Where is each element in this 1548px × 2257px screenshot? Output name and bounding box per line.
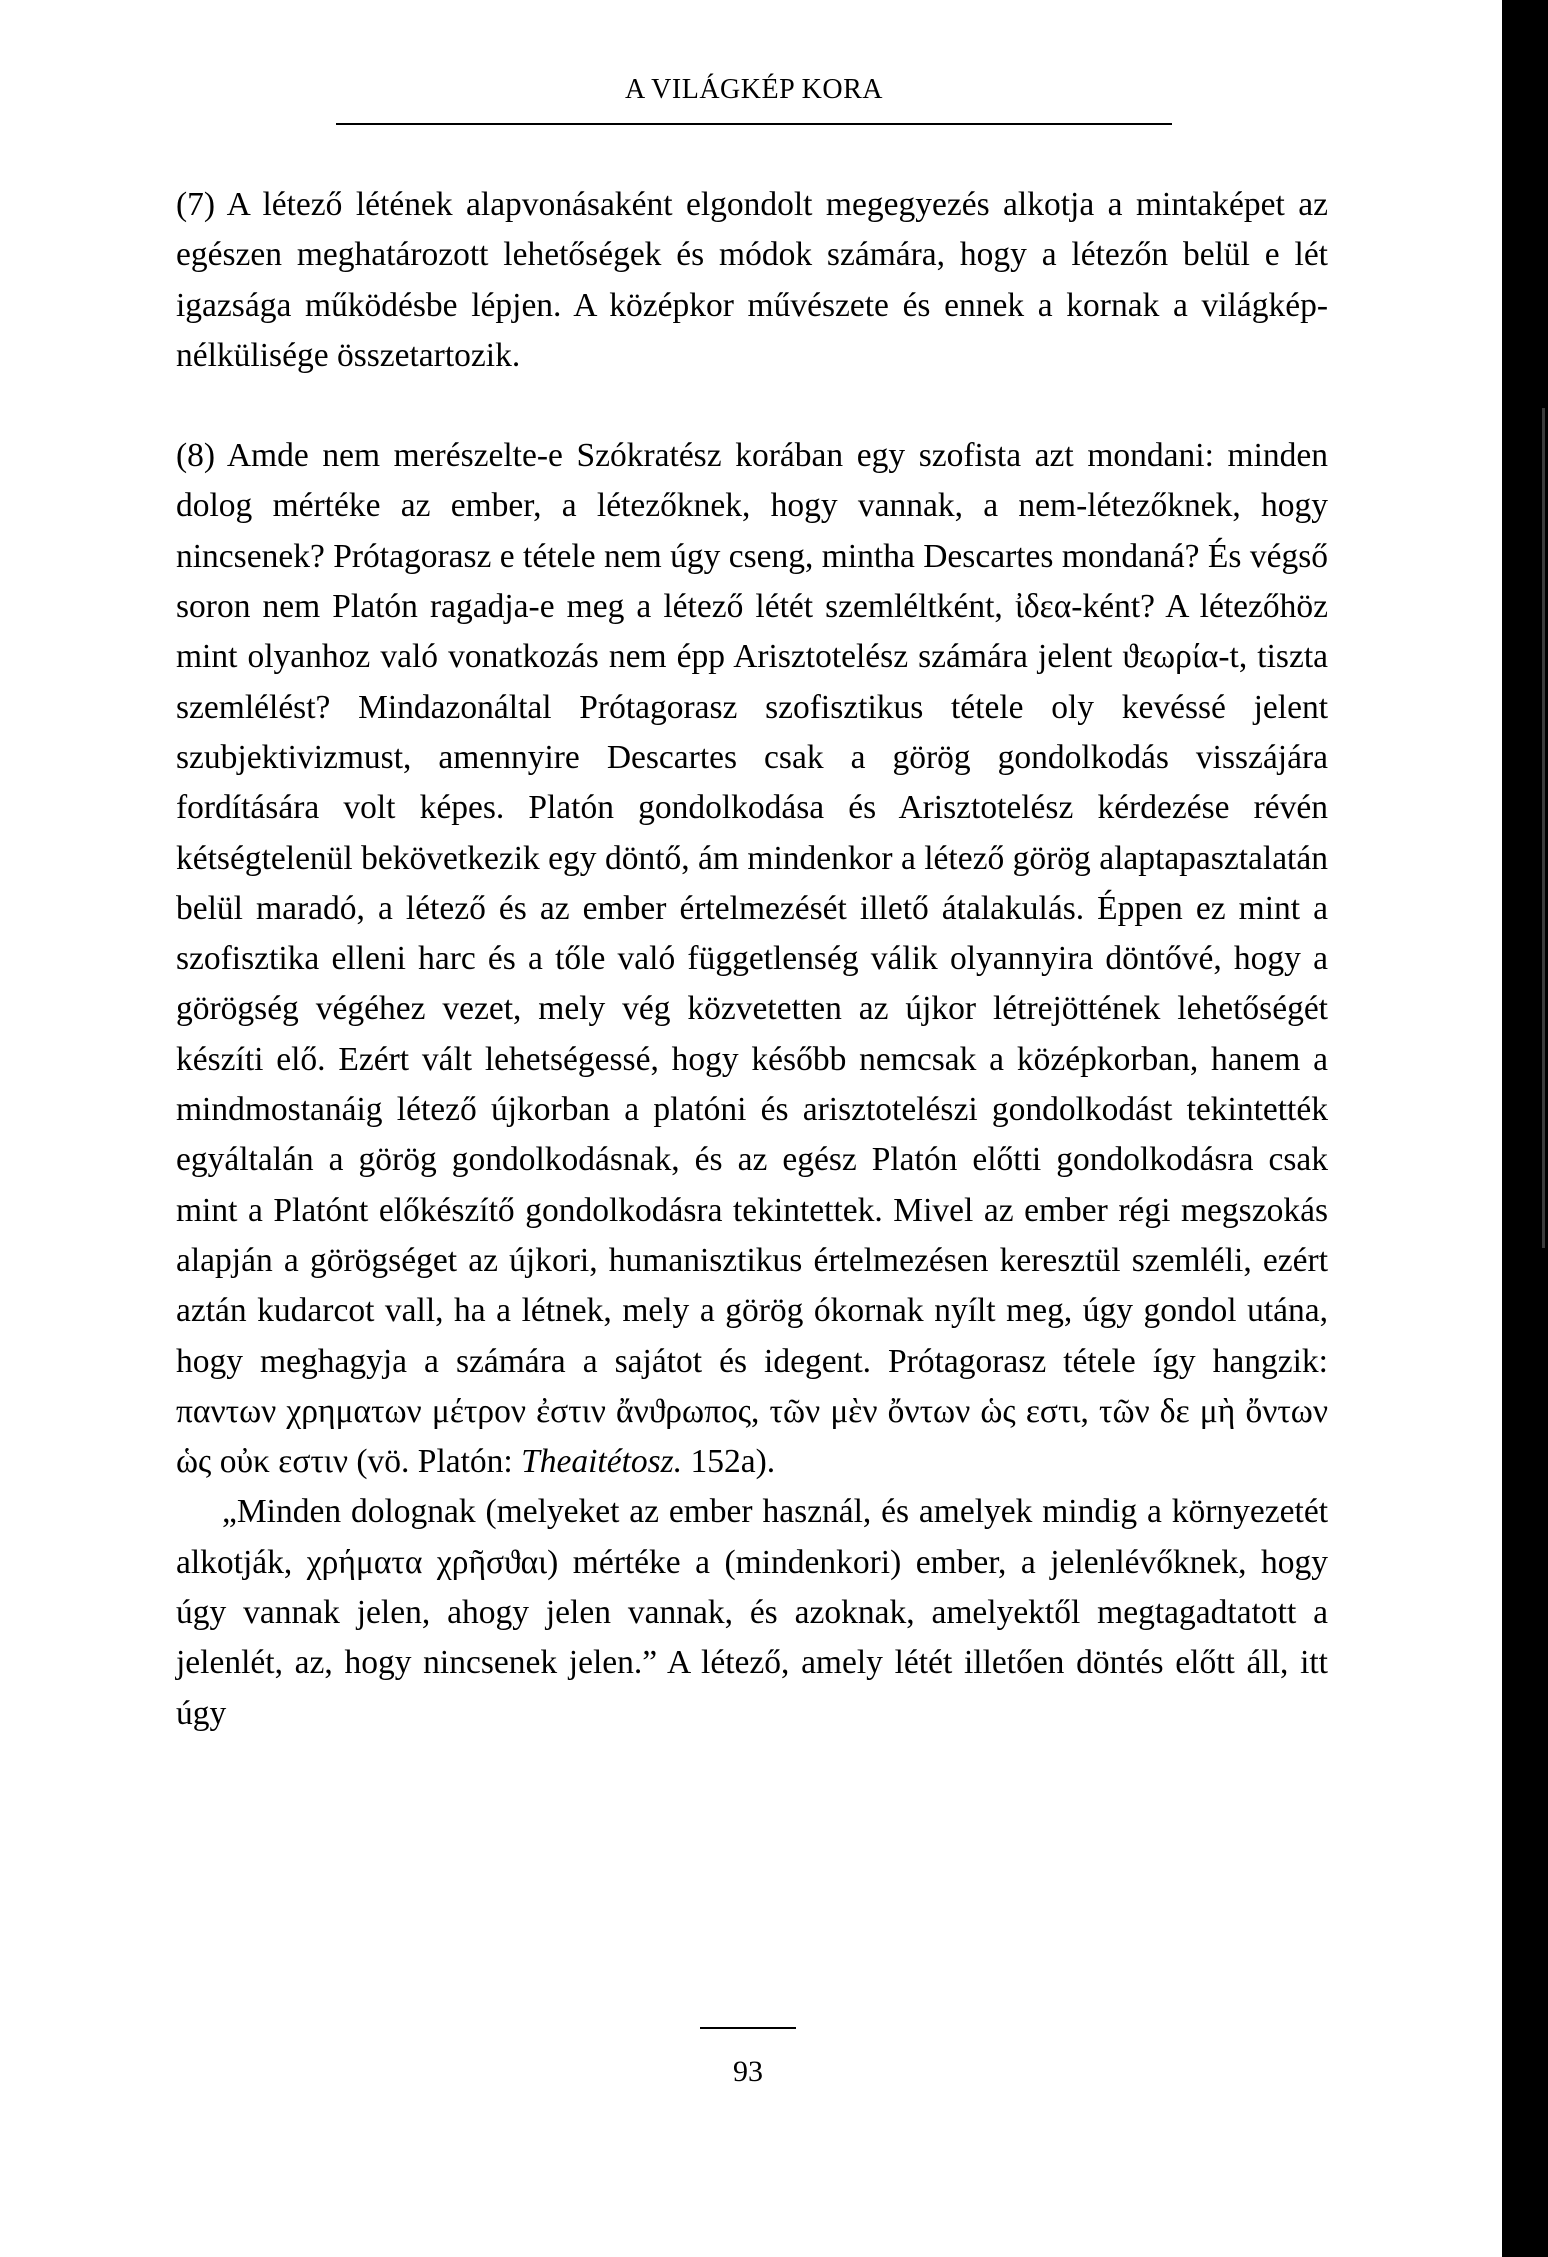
paragraph-8 [176,431,1328,1487]
body-text [176,180,1328,1739]
scan-edge-mark [1542,408,1545,1248]
page-number: 93 [733,2055,763,2088]
paragraph-7: (7) A létező létének alapvonásaként elgondolt megegyezés alkotja a mintaképet az egészen meghatározott lehetőségek és módok számára, hogy a létezőn belül e lét igazsága működésbe lépjen. A középkor művészete és ennek a kornak a világkép-nélkülisége összetartozik. [176,186,1328,374]
header-rule [336,123,1172,125]
citation-title: Theaitétosz. [521,1443,683,1481]
paragraph-8-text: (8) Amde nem merészelte-e Szókratész korában egy szofista azt mondani: minden dolog mértéke az ember, a létezőknek, hogy vannak, a nem-létezőknek, hogy nincsenek? Prótagorasz e tétele nem úgy cseng, mintha Descartes mondaná? És végső soron nem Platón ragadja-e meg a létező létét szemléltként, ἰδεα-ként? A létezőhöz mint olyanhoz való vonatkozás nem épp Arisztotelész számára jelent ϑεωρία-t, tiszta szemlélést? Mindazonáltal Prótagorasz szofisztikus tétele oly kevéssé jelent szubjektivizmust, amennyire Descartes csak a görög gondolkodás visszájára fordítására volt képes. Platón gondolkodása és Arisztotelész kérdezése révén kétségtelenül bekövetkezik egy döntő, ám mindenkor a létező görög alaptapasztalatán belül maradó, a létező és az ember értelmezését illető átalakulás. Éppen ez mint a szofisztika elleni harc és a tőle való függetlenség válik olyannyira döntővé, hogy a görögség végéhez vezet, mely vég közvetetten az újkor létrejöttének lehetőségét készíti elő. Ezért vált lehetségessé, hogy később nemcsak a középkorban, hanem a mindmostanáig létező újkorban a platóni és arisztotelészi gondolkodást tekintették egyáltalán a görög gondolkodásnak, és az egész Platón előtti gondolkodásra csak mint a Platónt előkészítő gondolkodásra tekintettek. Mivel az ember régi megszokás alapján a görögséget az újkori, humanisztikus értelmezésen keresztül szemléli, ezért aztán kudarcot vall, ha a létnek, mely a görög ókornak nyílt meg, úgy gondol utána, hogy meghagyja a számára a sajátot és idegent. Prótagorasz tétele így hangzik: παντων χρηματων μέτρον ἐστιν ἄνϑρωπος, τῶν μὲν ὄντων ὡς εστι, τῶν δε μὴ ὄντων ὡς οὐκ εστιν (vö. Platón: [176,437,1328,1481]
footer-rule [700,2027,796,2029]
paragraph-quote: „Minden dolognak (melyeket az ember használ, és amelyek mindig a környezetét alkotják, χρήματα χρῆσϑαι) mértéke a (mindenkori) ember, a jelenlévőknek, hogy úgy vannak jelen, ahogy jelen vannak, és azoknak, amelyektől megtagadtatott a jelenlét, az, hogy nincsenek jelen.” A létező, amely létét illetően döntés előtt áll, itt úgy [176,1493,1328,1732]
citation-rest: 152a). [682,1443,776,1481]
running-header: A VILÁGKÉP KORA [625,74,883,105]
